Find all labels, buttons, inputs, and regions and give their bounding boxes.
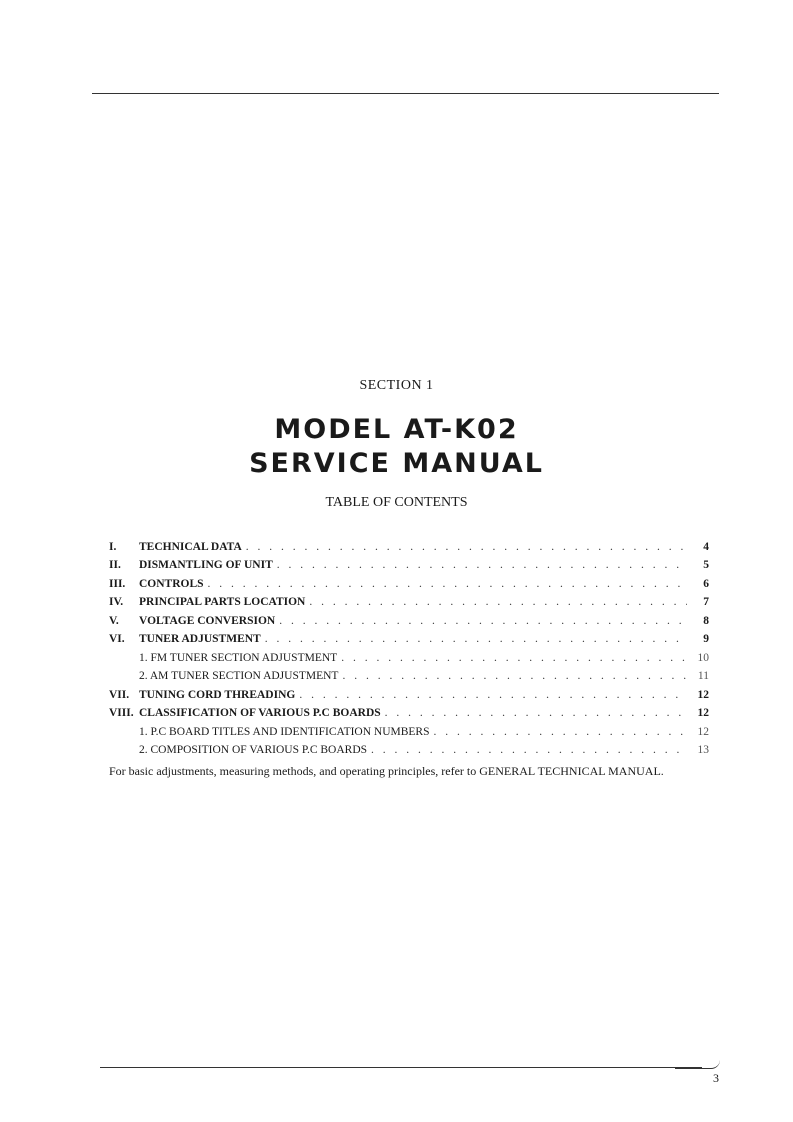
toc-subentry[interactable] [109,645,709,664]
toc-leader [299,689,687,701]
page-number: 3 [713,1071,719,1085]
toc-subentry[interactable] [109,738,709,757]
toc-entry[interactable] [109,701,709,720]
toc-entry-page: 11 [697,670,709,682]
toc-heading: TABLE OF CONTENTS [325,495,468,510]
toc-entry[interactable] [109,608,709,627]
toc-entry[interactable] [109,534,709,553]
toc-entry-page: 12 [697,707,709,719]
toc-entry-page: 12 [697,688,709,701]
toc-entry-label: PRINCIPAL PARTS LOCATION [139,596,306,608]
toc-entry-number: VII. [109,688,130,701]
toc-entry[interactable] [109,627,709,646]
bottom-rule-flourish [675,1060,720,1069]
toc-subentry[interactable] [109,664,709,683]
toc-entry-page: 6 [703,577,709,590]
toc-entry-label: 1. P.C BOARD TITLES AND IDENTIFICATION NUMBERS [139,725,430,738]
toc-leader [246,541,687,553]
top-rule [92,93,719,94]
bottom-rule [100,1067,702,1068]
model-title: MODEL AT-K02 [274,414,519,445]
toc-entry-page: 5 [703,559,709,571]
toc-entry-label: DISMANTLING OF UNIT [139,559,273,571]
toc-entry-number: I. [109,540,117,553]
toc-entry-label: TUNING CORD THREADING [139,688,296,701]
toc-subentry[interactable] [109,719,709,738]
toc-entry[interactable] [109,590,709,609]
toc-entry-page: 7 [703,596,709,608]
toc-leader [279,615,687,627]
toc-entry-page: 9 [703,633,709,645]
toc-entry-number: V. [109,614,119,627]
toc-leader [265,633,687,645]
toc-leader [309,596,687,608]
reference-note: For basic adjustments, measuring methods, and operating principles, refer to GENERAL TECHNICAL MANUAL. [109,764,664,778]
toc-entry-label: TUNER ADJUSTMENT [139,633,261,645]
toc-entry-number: VI. [109,633,125,645]
toc-leader [208,578,687,590]
toc-entry[interactable] [109,571,709,590]
toc-entry-page: 8 [703,614,709,627]
toc-entry-number: VIII. [109,707,134,719]
toc-entry-label: CONTROLS [139,577,204,590]
toc-entry-label: 1. FM TUNER SECTION ADJUSTMENT [139,651,338,664]
toc-leader [385,707,687,719]
section-label: SECTION 1 [359,378,434,393]
toc-entry-label: TECHNICAL DATA [139,540,242,553]
toc-entry[interactable] [109,682,709,701]
toc-entry-number: II. [109,559,121,571]
toc-leader [434,726,688,738]
toc-entry-label: 2. AM TUNER SECTION ADJUSTMENT [139,670,339,682]
toc-entry-page: 13 [697,744,709,756]
toc-entry-number: III. [109,577,126,590]
toc-entry[interactable] [109,553,709,572]
toc-leader [277,559,687,571]
toc-entry-page: 10 [697,651,709,664]
manual-title: SERVICE MANUAL [249,448,544,479]
toc-leader [341,652,687,664]
toc-entry-page: 4 [703,540,709,553]
toc-entry-label: 2. COMPOSITION OF VARIOUS P.C BOARDS [139,744,368,756]
toc-entry-label: VOLTAGE CONVERSION [139,614,276,627]
toc-leader [342,670,687,682]
toc-entry-number: IV. [109,596,124,608]
toc-entry-page: 12 [697,725,709,738]
table-of-contents [109,534,709,756]
toc-entry-label: CLASSIFICATION OF VARIOUS P.C BOARDS [139,707,381,719]
toc-leader [371,744,687,756]
